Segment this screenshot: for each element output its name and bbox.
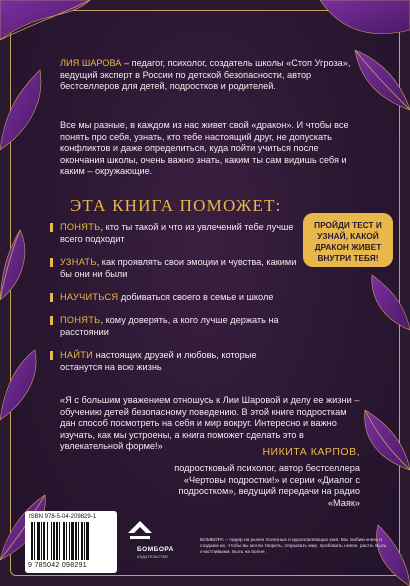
item-text: , кто ты такой и что из увлечений тебе лучше всего подходит bbox=[60, 222, 294, 244]
reviewer-description: подростковый психолог, автор бестселлера «Чертовы подростки!» и серии «Диалог с подростком», ведущий передачи на радио «Маяк» bbox=[174, 463, 360, 508]
help-item bbox=[60, 257, 300, 280]
barcode-bar bbox=[43, 522, 45, 560]
barcode-bars bbox=[31, 522, 111, 562]
barcode-bar bbox=[34, 522, 35, 560]
barcode-bar bbox=[51, 522, 52, 560]
publisher-description: БОМБОРА – лидер на рынке полезных и вдохновляющих книг. Мы любим книги и создаем их, чтобы вы могли творить, открывать мир, пробовать новое, расти. Быть счастливыми. Быть на волне. bbox=[200, 538, 387, 555]
item-text: , как проявлять свои эмоции и чувства, какими бы они ни были bbox=[60, 257, 297, 279]
review-quote: «Я с большим уважением отношусь к Лии Шаровой и делу ее жизни – обучению детей безопасному поведению. В этой книге подросткам дан способ посмотреть на себя и мир вокруг. Интересно и важно изучать, как мы устроены, а книга поможет сделать это в увлекательной форме!» bbox=[60, 395, 360, 452]
barcode-bar bbox=[75, 522, 77, 560]
item-text: добиваться своего в семье и школе bbox=[118, 292, 274, 302]
barcode-bar bbox=[81, 522, 83, 560]
publisher-subtitle: ИЗДАТЕЛЬСТВО bbox=[137, 555, 169, 559]
item-text: настоящих друзей и любовь, которые останутся на всю жизнь bbox=[60, 350, 257, 372]
intro-paragraph: Все мы разные, в каждом из нас живет свой «дракон». И чтобы все понять про себя, узнать, кто тебе настоящий друг, не допускать конфликтов и даже определиться, куда пойти учиться после окончания школы, очень важно знать, каким ты сам видишь себя и каким – окружающие. bbox=[60, 120, 349, 177]
barcode-bar bbox=[53, 522, 55, 560]
barcode-bar bbox=[37, 522, 40, 560]
barcode-bar bbox=[78, 522, 79, 560]
item-key: НАЙТИ bbox=[60, 350, 94, 360]
barcode-bar bbox=[31, 522, 33, 560]
help-title: ЭТА КНИГА ПОМОЖЕТ: bbox=[70, 196, 282, 215]
barcode-bar bbox=[56, 522, 58, 560]
item-key: НАУЧИТЬСЯ bbox=[60, 292, 119, 302]
author-bio bbox=[60, 58, 360, 93]
item-key: ПОНЯТЬ bbox=[60, 222, 101, 232]
item-marker bbox=[50, 258, 53, 267]
barcode-bar bbox=[69, 522, 70, 560]
barcode-bar bbox=[59, 522, 60, 560]
barcode-bar bbox=[86, 522, 89, 560]
barcode-number: 9 785042 098291 bbox=[28, 562, 87, 569]
author-name: ЛИЯ ШАРОВА bbox=[60, 58, 122, 68]
item-marker bbox=[50, 223, 53, 232]
bombora-logo-icon bbox=[126, 519, 154, 545]
barcode-bar bbox=[41, 522, 42, 560]
isbn-text: ISBN 978-5-04-209829-1 bbox=[29, 514, 97, 520]
barcode-bar bbox=[63, 522, 65, 560]
item-key: ПОНЯТЬ bbox=[60, 315, 101, 325]
item-marker bbox=[50, 293, 53, 302]
barcode-bar bbox=[71, 522, 74, 560]
barcode bbox=[25, 511, 117, 573]
item-key: УЗНАТЬ bbox=[60, 257, 97, 267]
help-item bbox=[60, 222, 300, 245]
reviewer-name: НИКИТА КАРПОВ, bbox=[262, 446, 360, 458]
item-marker bbox=[50, 316, 53, 325]
barcode-bar bbox=[66, 522, 67, 560]
barcode-bar bbox=[47, 522, 48, 560]
help-item bbox=[60, 315, 300, 338]
item-text: , кому доверять, а кого лучше держать на расстоянии bbox=[60, 315, 279, 337]
help-item bbox=[60, 350, 300, 373]
barcode-bar bbox=[84, 522, 85, 560]
test-badge: ПРОЙДИ ТЕСТ И УЗНАЙ, КАКОЙ ДРАКОН ЖИВЕТ ВНУТРИ ТЕБЯ! bbox=[303, 213, 393, 267]
author-bio-text: – педагог, психолог, создатель школы «Стоп Угроза», ведущий эксперт в России по детской безопасности, автор бестселлеров для детей, подростков и родителей. bbox=[60, 58, 351, 92]
item-marker bbox=[50, 351, 53, 360]
help-item bbox=[60, 292, 300, 304]
publisher-name: БОМБОРА bbox=[137, 546, 174, 553]
